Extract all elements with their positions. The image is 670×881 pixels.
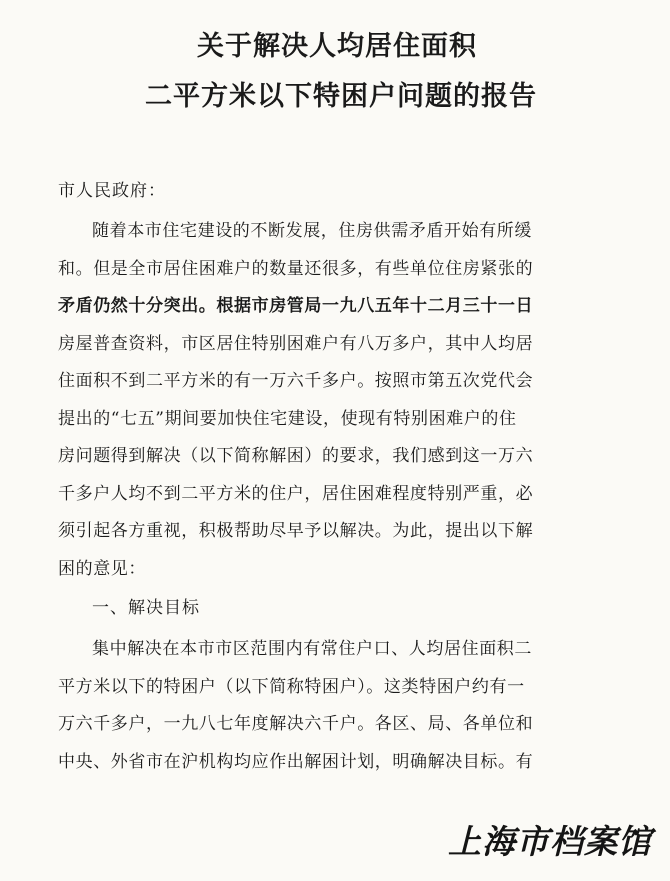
- paragraph-line: 集中解决在本市市区范围内有常住户口、人均居住面积二: [92, 639, 532, 659]
- archive-watermark: 上海市档案馆: [448, 822, 652, 861]
- title-line-1: 关于解决人均居住面积: [197, 31, 477, 62]
- paragraph-line: 中央、外省市在沪机构均应作出解困计划，明确解决目标。有: [58, 751, 534, 772]
- salutation: 市人民政府：: [58, 181, 166, 201]
- paragraph-line: 困的意见：: [58, 558, 146, 579]
- paragraph-line: 千多户人均不到二平方米的住户，居住困难程度特别严重，必: [58, 483, 534, 504]
- section-heading: 一、解决目标: [92, 598, 200, 618]
- paragraph-line: 房问题得到解决（以下简称解困）的要求，我们感到这一万六: [58, 446, 534, 466]
- paragraph-line: 和。但是全市居住困难户的数量还很多，有些单位住房紧张的: [58, 258, 534, 279]
- paragraph-line: 住面积不到二平方米的有一万六千多户。按照市第五次党代会: [58, 371, 534, 391]
- paragraph-line: 房屋普查资料，市区居住特别困难户有八万多户，其中人均居: [58, 333, 534, 354]
- paragraph-1: [58, 213, 624, 588]
- paragraph-line: 提出的“七五”期间要加快住宅建设，使现有特别困难户的住: [58, 408, 517, 429]
- paragraph-line: 万六千多户，一九八七年度解决六千户。各区、局、各单位和: [58, 714, 534, 734]
- paragraph-line: 随着本市住宅建设的不断发展，住房供需矛盾开始有所缓: [92, 221, 532, 241]
- paragraph-line: 须引起各方重视，积极帮助尽早予以解决。为此，提出以下解: [58, 521, 534, 541]
- paragraph-line: 平方米以下的特困户（以下简称特困户）。这类特困户约有一: [58, 676, 525, 697]
- title-line-2: 二平方米以下特困户问题的报告: [145, 81, 537, 112]
- document-title: [50, 22, 624, 122]
- paragraph-line: 矛盾仍然十分突出。根据市房管局一九八五年十二月三十一日: [58, 296, 534, 316]
- paragraph-2: [58, 631, 624, 781]
